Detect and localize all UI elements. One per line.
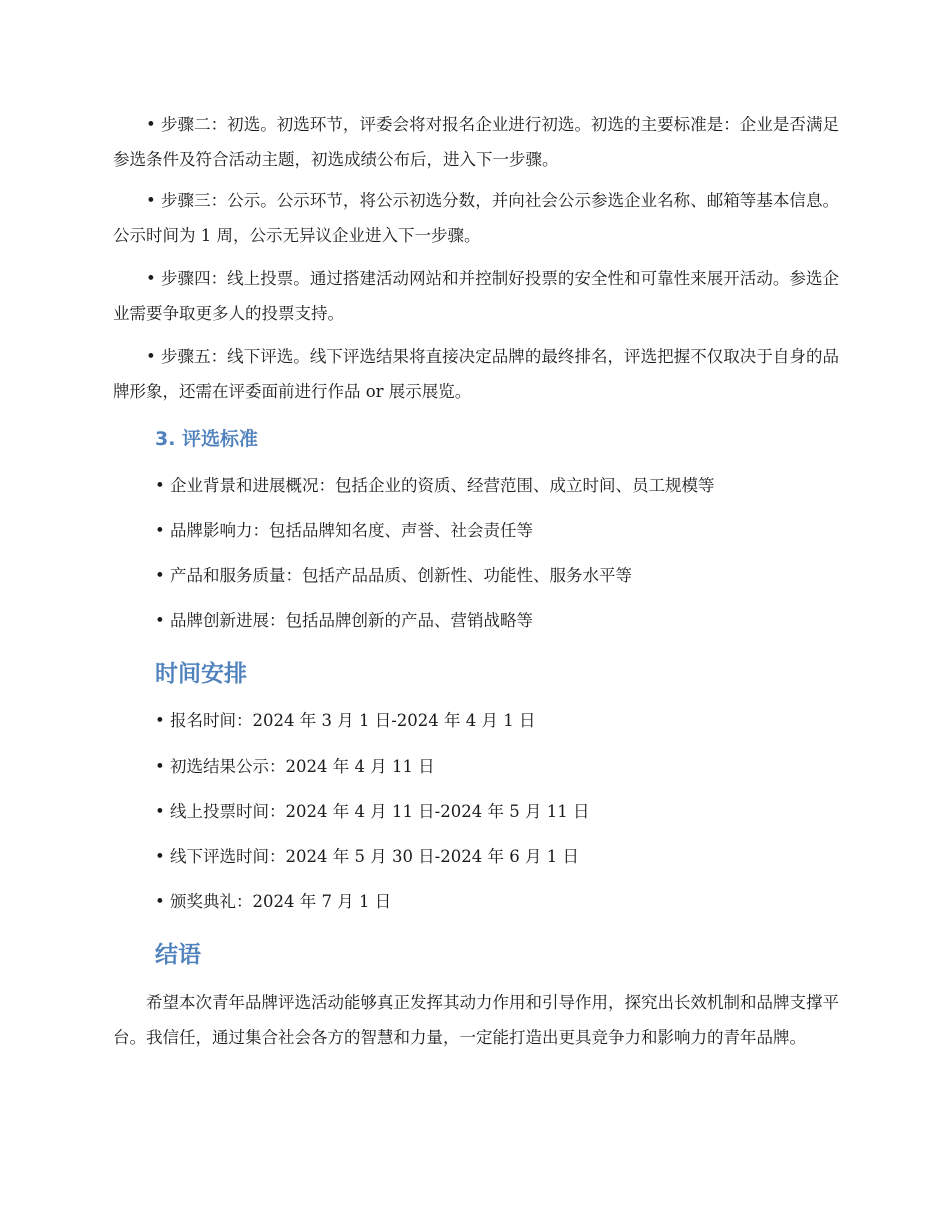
criteria-heading: 3. 评选标准	[155, 428, 259, 450]
schedule-item: • 初选结果公示：2024 年 4 月 11 日	[155, 757, 435, 776]
step-five-paragraph: • 步骤五：线下评选。线下评选结果将直接决定品牌的最终排名，评选把握不仅取决于自身的品牌形象，还需在评委面前进行作品 or 展示展览。	[113, 347, 839, 401]
step-four-paragraph: • 步骤四：线上投票。通过搭建活动网站和并控制好投票的安全性和可靠性来展开活动。参选企业需要争取更多人的投票支持。	[113, 269, 839, 323]
step-two-paragraph: • 步骤二：初选。初选环节，评委会将对报名企业进行初选。初选的主要标准是：企业是否满足参选条件及符合活动主题，初选成绩公布后，进入下一步骤。	[113, 115, 839, 169]
conclusion-paragraph: 希望本次青年品牌评选活动能够真正发挥其动力作用和引导作用，探究出长效机制和品牌支撑平台。我信任，通过集合社会各方的智慧和力量，一定能打造出更具竞争力和影响力的青年品牌。	[113, 993, 839, 1047]
criteria-item: • 产品和服务质量：包括产品品质、创新性、功能性、服务水平等	[155, 566, 632, 585]
schedule-heading: 时间安排	[155, 661, 247, 687]
schedule-item: • 报名时间：2024 年 3 月 1 日-2024 年 4 月 1 日	[155, 711, 536, 730]
criteria-item: • 品牌创新进展：包括品牌创新的产品、营销战略等	[155, 611, 533, 630]
schedule-item: • 线上投票时间：2024 年 4 月 11 日-2024 年 5 月 11 日	[155, 802, 590, 821]
schedule-item: • 颁奖典礼：2024 年 7 月 1 日	[155, 892, 392, 911]
criteria-item: • 企业背景和进展概况：包括企业的资质、经营范围、成立时间、员工规模等	[155, 476, 715, 495]
schedule-item: • 线下评选时间：2024 年 5 月 30 日-2024 年 6 月 1 日	[155, 847, 579, 866]
conclusion-heading: 结语	[155, 942, 201, 968]
criteria-item: • 品牌影响力：包括品牌知名度、声誉、社会责任等	[155, 521, 533, 540]
step-three-paragraph: • 步骤三：公示。公示环节，将公示初选分数，并向社会公示参选企业名称、邮箱等基本信息。公示时间为 1 周，公示无异议企业进入下一步骤。	[113, 191, 839, 245]
